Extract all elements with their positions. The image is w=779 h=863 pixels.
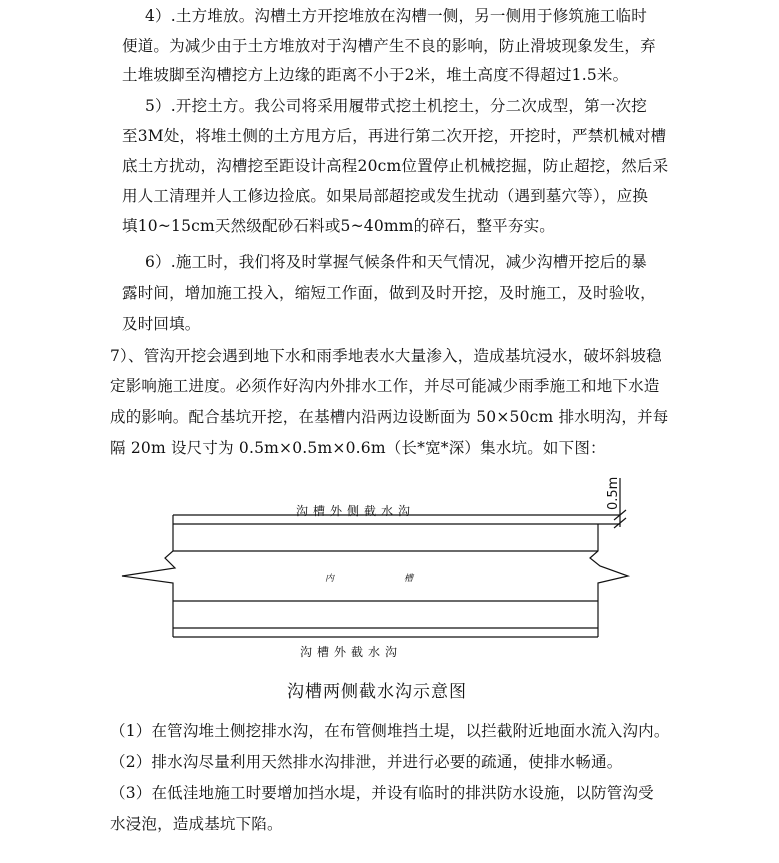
para6-line3: 及时回填。 [122,315,201,333]
para7-line1: 7）、管沟开挖会遇到地下水和雨季地表水大量渗入，造成基坑浸水，破坏斜坡稳 [110,347,662,365]
para4-line1: 4）.土方堆放。沟槽土方开挖堆放在沟槽一侧，另一侧用于修筑施工临时 [145,7,647,25]
dimension-label: 0.5m [606,476,621,510]
note-1: （1）在管沟堆土侧挖排水沟，在布管侧堆挡土堤，以拦截附近地面水流入沟内。 [110,722,670,740]
para5-line2: 至3M处，将堆土侧的土方甩方后，再进行第二次开挖，开挖时，严禁机械对槽 [122,127,667,145]
note-2: （2）排水沟尽量利用天然排水沟排泄，并进行必要的疏通，使排水畅通。 [110,753,623,771]
para4-line2: 便道。为减少由于土方堆放对于沟槽产生不良的影响，防止滑坡现象发生，弃 [122,37,656,55]
note-3: （3）在低洼地施工时要增加挡水堤，并设有临时的排洪防水设施，以防管沟受 [110,784,654,802]
para7-line2: 定影响施工进度。必须作好沟内外排水工作，并尽可能减少雨季施工和地下水造 [110,377,660,395]
para5-line1: 5）.开挖土方。我公司将采用履带式挖土机挖土，分二次成型，第一次挖 [145,97,647,115]
para6-line2: 露时间，增加施工投入，缩短工作面，做到及时开挖，及时施工，及时验收， [122,284,656,302]
para5-line5: 填10~15cm天然级配砂石料或5~40mm的碎石，整平夯实。 [122,217,555,235]
para6-line1: 6）.施工时，我们将及时掌握气候条件和天气情况，减少沟槽开挖后的暴 [145,253,647,271]
para4-line3: 土堆坡脚至沟槽挖方上边缘的距离不小于2米，堆土高度不得超过1.5米。 [122,66,629,84]
para5-line4: 用人工清理并人工修边捡底。如果局部超挖或发生扰动（遇到墓穴等），应换 [122,187,649,205]
trench-center-label-right: 槽 [404,574,414,584]
para5-line3: 底土方扰动，沟槽挖至距设计高程20cm位置停止机械挖掘，防止超挖，然后采 [122,157,669,175]
para7-line3: 成的影响。配合基坑开挖，在基槽内沿两边设断面为 50×50cm 排水明沟，并每 [110,408,669,426]
para7-line4: 隔 20m 设尺寸为 0.5m×0.5m×0.6m（长*宽*深）集水坑。如下图： [110,439,606,457]
right-break-line [590,524,628,637]
diagram-caption: 沟槽两侧截水沟示意图 [287,682,467,702]
trench-center-label-left: 内 [325,574,335,584]
bottom-ditch-label: 沟槽外截水沟 [300,645,403,659]
note-3-cont: 水浸泡，造成基坑下陷。 [110,815,283,833]
left-break-line [122,515,175,637]
top-ditch-label: 沟槽外侧截水沟 [296,504,416,518]
